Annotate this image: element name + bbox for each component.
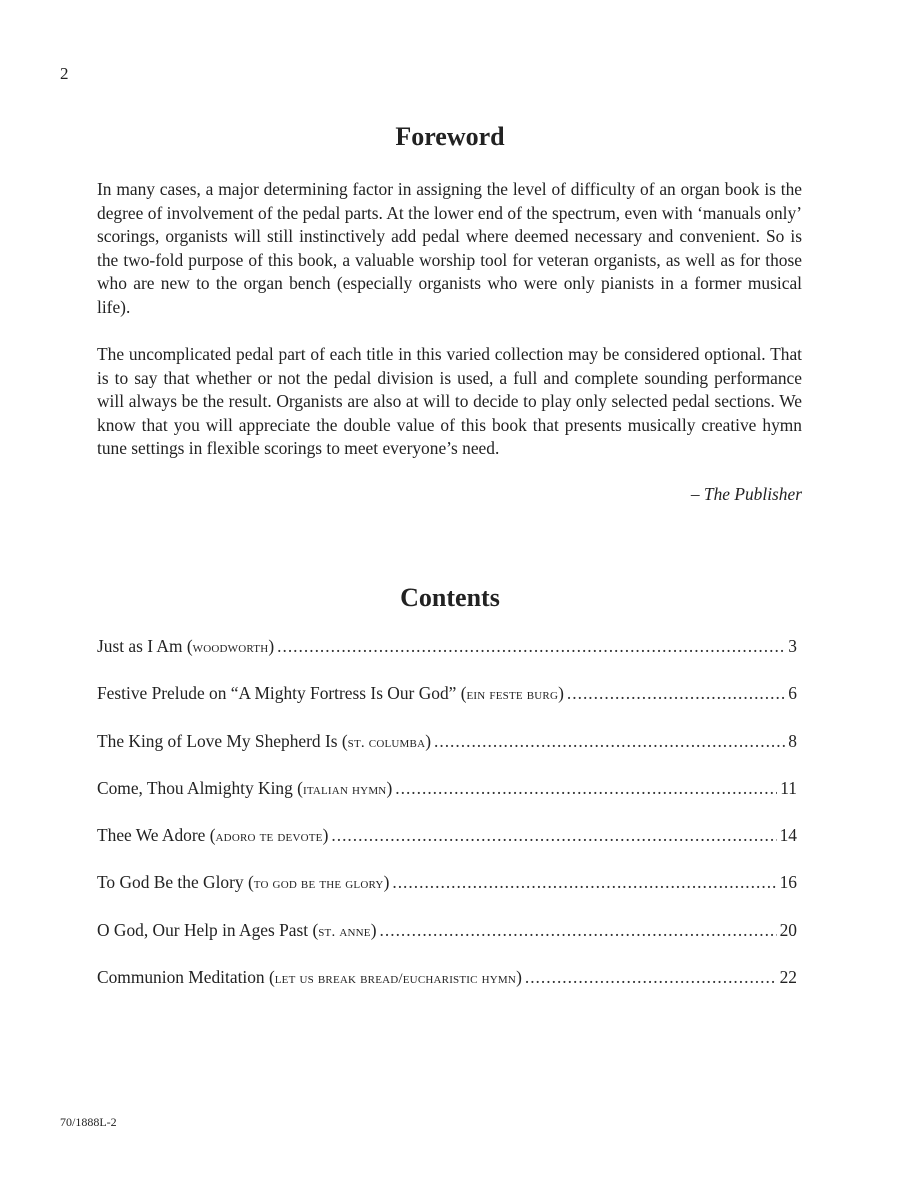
toc-entry-tune: ein feste burg — [466, 687, 559, 704]
toc-entry[interactable]: Come, Thou Almighty King ( italian hymn ) ..... 11 — [97, 778, 797, 825]
toc-entry-page: 14 — [779, 825, 797, 846]
toc-entry[interactable]: Thee We Adore ( adoro te devote ) ..... 14 — [97, 825, 797, 872]
toc-entry[interactable]: Festive Prelude on “A Mighty Fortress Is Our God” ( ein feste burg ) ..... 6 — [97, 683, 797, 730]
toc-leader-dots — [395, 778, 777, 799]
toc-entry-page: 3 — [788, 636, 797, 656]
toc-entry-page: 6 — [788, 683, 797, 704]
toc-entry-tune: st. columba — [347, 734, 426, 751]
toc-entry-title: To God Be the Glory — [97, 872, 244, 893]
page-number: 2 — [60, 64, 69, 83]
toc-entry-title: Thee We Adore — [97, 825, 206, 846]
toc-leader-dots — [434, 731, 785, 752]
toc-entry[interactable]: The King of Love My Shepherd Is ( st. columba ) ..... 8 — [97, 731, 797, 778]
table-of-contents — [97, 636, 797, 1014]
toc-leader-dots — [567, 683, 785, 704]
toc-entry-page: 20 — [779, 919, 797, 940]
toc-entry-tune: adoro te devote — [215, 829, 323, 846]
toc-entry-title: Come, Thou Almighty King — [97, 777, 293, 798]
toc-entry-title: Festive Prelude on “A Mighty Fortress Is Our God” — [97, 683, 457, 704]
foreword-signature: – The Publisher — [690, 484, 802, 504]
toc-entry-tune: st. anne — [318, 923, 371, 940]
toc-entry-title: The King of Love My Shepherd Is — [97, 730, 338, 751]
toc-leader-dots — [392, 872, 776, 893]
toc-entry[interactable]: Just as I Am ( woodworth ) ..... 3 — [97, 636, 797, 683]
toc-leader-dots — [331, 825, 776, 846]
toc-entry-page: 11 — [780, 777, 797, 798]
toc-leader-dots — [525, 967, 777, 988]
toc-entry-title: O God, Our Help in Ages Past — [97, 919, 309, 940]
catalog-code: 70/1888L-2 — [60, 1115, 117, 1129]
foreword-paragraph-2: The uncomplicated pedal part of each title in this varied collection may be considered optional. That is to say that whether or not the pedal division is used, a full and complete sounding performance will always be the result. Organists are also at will to decide to play only selected pedal sections. We know that you will appreciate the double value of this book that presents musically creative hymn tune settings in flexible scorings to meet everyone’s need. — [97, 344, 802, 458]
toc-entry-title: Communion Meditation — [97, 967, 265, 988]
toc-entry[interactable]: Communion Meditation ( let us break bread/eucharistic hymn ) ..... 22 — [97, 967, 797, 1014]
toc-entry-tune: to god be the glory — [253, 876, 384, 893]
toc-entry-page: 8 — [788, 730, 797, 751]
toc-entry-tune: woodworth — [192, 640, 269, 656]
toc-leader-dots — [277, 636, 785, 657]
toc-entry[interactable]: To God Be the Glory ( to god be the glory ) ..... 16 — [97, 872, 797, 919]
toc-leader-dots — [380, 920, 777, 941]
foreword-title: Foreword — [395, 122, 505, 151]
toc-entry[interactable]: O God, Our Help in Ages Past ( st. anne ) ..... 20 — [97, 920, 797, 967]
contents-title: Contents — [400, 583, 500, 612]
toc-entry-tune: let us break bread/eucharistic hymn — [274, 971, 517, 988]
toc-entry-tune: italian hymn — [302, 781, 387, 798]
toc-entry-page: 22 — [779, 967, 797, 988]
foreword-paragraph-1: In many cases, a major determining factor in assigning the level of difficulty of an organ book is the degree of involvement of the pedal parts. At the lower end of the spectrum, even with ‘manuals only’ scorings, organists will still instinctively add pedal where deemed necessary and convenient. So is the two-fold purpose of this book, a valuable worship tool for veteran organists, as well as for those who are new to the organ bench (especially organists who were only pianists in a former musical life). — [97, 179, 802, 317]
toc-entry-page: 16 — [779, 872, 797, 893]
toc-entry-title: Just as I Am — [97, 636, 183, 656]
